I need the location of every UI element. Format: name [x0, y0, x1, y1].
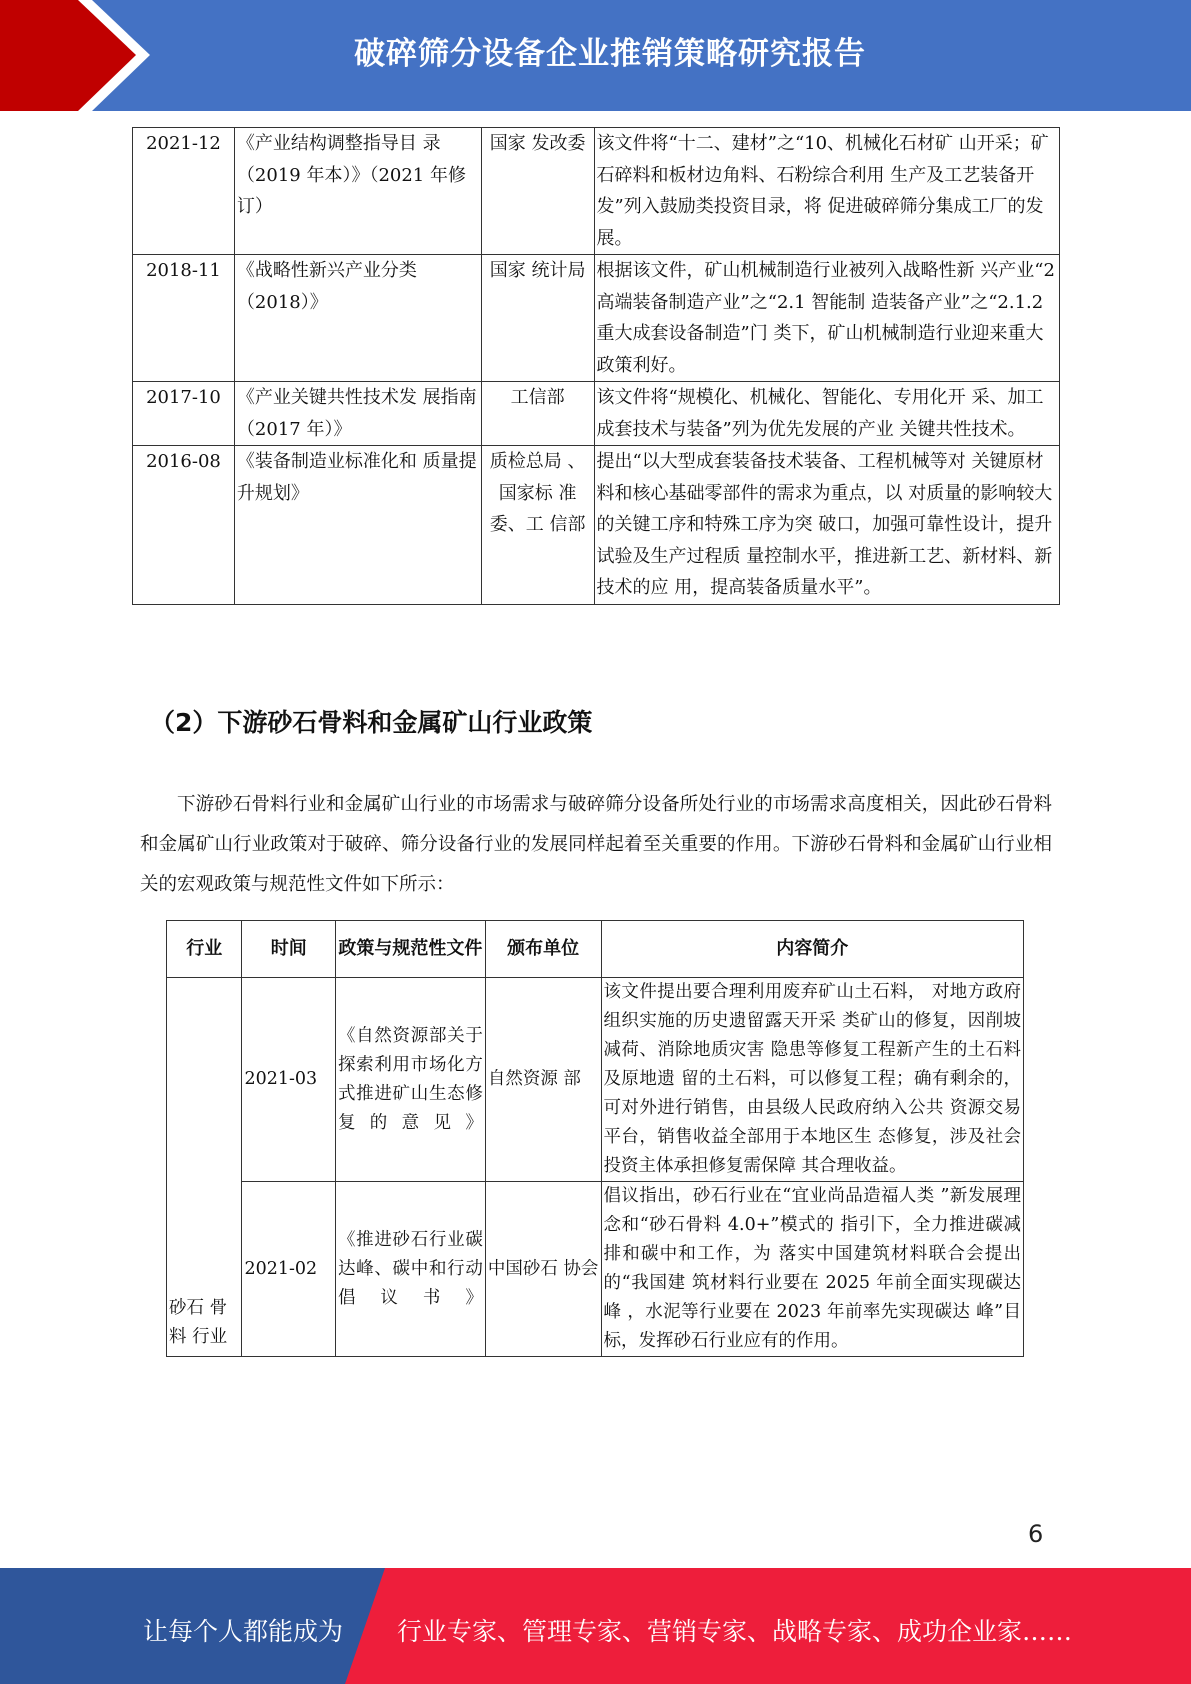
table-row	[133, 382, 1060, 446]
table-row	[167, 1182, 1024, 1357]
footer-slogan-right: 行业专家、管理专家、营销专家、战略专家、成功企业家……	[397, 1617, 1073, 1646]
row-document: 《推进砂石行业碳达峰、碳中和行动倡议书》	[335, 1182, 485, 1357]
table-row	[133, 128, 1060, 255]
industry-cell: 砂石 骨料 行业	[167, 978, 242, 1357]
header-document: 政策与规范性文件	[335, 921, 485, 978]
table-row	[133, 255, 1060, 382]
row-description: 该文件将“规模化、机械化、智能化、专用化开 采、加工成套技术与装备”列为优先发展的产业 关键共性技术。	[594, 382, 1059, 446]
row-description: 该文件提出要合理利用废弃矿山土石料， 对地方政府组织实施的历史遗留露天开采 类矿山的修复，因削坡减荷、消除地质灾害 隐患等修复工程新产生的土石料及原地遗 留的土石料，可以修复工程；确有剩余的， 可对外进行销售，由县级人民政府纳入公共 资源交易平台，销售收益全部用于本地区生 态修复，涉及社会投资主体承担修复需保障 其合理收益。	[601, 978, 1024, 1182]
row-document: 《自然资源部关于探索利用市场化方式推进矿山生态修复的意见》	[335, 978, 485, 1182]
table-row	[133, 446, 1060, 605]
row-document: 《战略性新兴产业分类（2018）》	[234, 255, 481, 382]
row-issuer: 工信部	[481, 382, 594, 446]
footer-slogan-left: 让每个人都能成为	[143, 1617, 344, 1646]
row-issuer: 质检总局 、国家标 准委、工 信部	[481, 446, 594, 605]
row-document: 《产业关键共性技术发 展指南（2017 年）》	[234, 382, 481, 446]
policy-table-2	[166, 920, 1024, 1357]
header-time: 时间	[242, 921, 336, 978]
header-issuer: 颁布单位	[485, 921, 601, 978]
table-header-row	[167, 921, 1024, 978]
row-issuer: 自然资源 部	[485, 978, 601, 1182]
section-heading: （2）下游砂石骨料和金属矿山行业政策	[150, 708, 593, 737]
row-document: 《产业结构调整指导目 录（2019 年本）》（2021 年修订）	[234, 128, 481, 255]
header-chevron-decoration	[0, 0, 150, 111]
table-row	[167, 978, 1024, 1182]
policy-table-1	[132, 127, 1060, 605]
table-continuation-mask	[160, 1416, 1040, 1436]
report-title: 破碎筛分设备企业推销策略研究报告	[354, 36, 866, 72]
header-summary: 内容简介	[601, 921, 1024, 978]
row-description: 该文件将“十二、建材”之“10、机械化石材矿 山开采；矿石碎料和板材边角料、石粉综合利用 生产及工艺装备开发”列入鼓励类投资目录，将 促进破碎筛分集成工厂的发展。	[594, 128, 1059, 255]
header-industry: 行业	[167, 921, 242, 978]
row-issuer: 中国砂石 协会	[485, 1182, 601, 1357]
row-description: 根据该文件，矿山机械制造行业被列入战略性新 兴产业“2 高端装备制造产业”之“2.1 智能制 造装备产业”之“2.1.2 重大成套设备制造”门 类下，矿山机械制造行业迎来重大政策利好。	[594, 255, 1059, 382]
row-issuer: 国家 发改委	[481, 128, 594, 255]
row-document: 《装备制造业标准化和 质量提升规划》	[234, 446, 481, 605]
row-time: 2021-02	[242, 1182, 336, 1357]
page-number: 6	[1028, 1520, 1044, 1548]
row-date: 2016-08	[133, 446, 235, 605]
row-description: 提出“以大型成套装备技术装备、工程机械等对 关键原材料和核心基础零部件的需求为重点，以 对质量的影响较大的关键工序和特殊工序为突 破口，加强可靠性设计，提升试验及生产过程质 量控制水平，推进新工艺、新材料、新技术的应 用，提高装备质量水平”。	[594, 446, 1059, 605]
row-date: 2017-10	[133, 382, 235, 446]
row-time: 2021-03	[242, 978, 336, 1182]
section-paragraph: 下游砂石骨料行业和金属矿山行业的市场需求与破碎筛分设备所处行业的市场需求高度相关，因此砂石骨料和金属矿山行业政策对于破碎、筛分设备行业的发展同样起着至关重要的作用。下游砂石骨料和金属矿山行业相关的宏观政策与规范性文件如下所示：	[140, 794, 1052, 895]
row-date: 2021-12	[133, 128, 235, 255]
row-description: 倡议指出，砂石行业在“宜业尚品造福人类 ”新发展理念和“砂石骨料 4.0+”模式的 指引下，全力推进碳减排和碳中和工作，为 落实中国建筑材料联合会提出的“我国建 筑材料行业要在 2025 年前全面实现碳达峰 ，水泥等行业要在 2023 年前率先实现碳达 峰”目标，发挥砂石行业应有的作用。	[601, 1182, 1024, 1357]
row-issuer: 国家 统计局	[481, 255, 594, 382]
row-date: 2018-11	[133, 255, 235, 382]
